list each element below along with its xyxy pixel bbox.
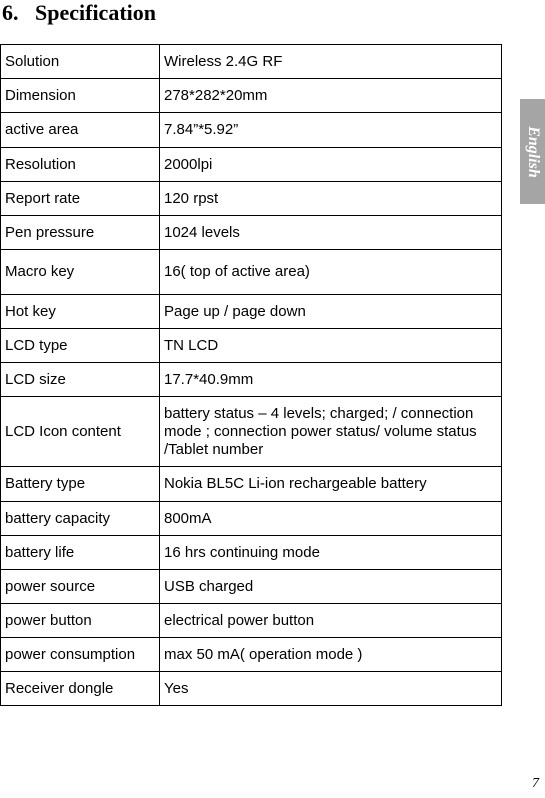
spec-value: 17.7*40.9mm (160, 363, 502, 397)
spec-value: Page up / page down (160, 295, 502, 329)
spec-label: Solution (1, 45, 160, 79)
page-number: 7 (532, 776, 539, 791)
spec-label: battery capacity (1, 502, 160, 536)
spec-row (1, 570, 502, 604)
spec-label: Report rate (1, 182, 160, 216)
spec-label: power consumption (1, 638, 160, 672)
section-title: Specification (35, 0, 156, 25)
spec-value: 16( top of active area) (160, 250, 502, 295)
spec-row (1, 148, 502, 182)
spec-row (1, 250, 502, 295)
spec-value: 7.84”*5.92” (160, 113, 502, 148)
spec-row (1, 329, 502, 363)
spec-label: power source (1, 570, 160, 604)
spec-row (1, 79, 502, 113)
spec-table (0, 44, 502, 706)
spec-value: TN LCD (160, 329, 502, 363)
spec-label: power button (1, 604, 160, 638)
spec-label: Resolution (1, 148, 160, 182)
spec-value: Yes (160, 672, 502, 706)
language-side-tab (520, 99, 545, 204)
spec-value: max 50 mA( operation mode ) (160, 638, 502, 672)
spec-row (1, 397, 502, 467)
side-tab-label: English (524, 125, 542, 178)
spec-value: 16 hrs continuing mode (160, 536, 502, 570)
spec-label: LCD type (1, 329, 160, 363)
spec-value: 2000lpi (160, 148, 502, 182)
spec-label: Macro key (1, 250, 160, 295)
spec-label: Dimension (1, 79, 160, 113)
spec-label: active area (1, 113, 160, 148)
spec-row (1, 467, 502, 502)
spec-row (1, 216, 502, 250)
spec-value: Nokia BL5C Li-ion rechargeable battery (160, 467, 502, 502)
spec-label: Receiver dongle (1, 672, 160, 706)
spec-value: Wireless 2.4G RF (160, 45, 502, 79)
spec-value: electrical power button (160, 604, 502, 638)
section-heading (2, 0, 156, 26)
spec-value: 1024 levels (160, 216, 502, 250)
spec-value: 278*282*20mm (160, 79, 502, 113)
spec-label: LCD Icon content (1, 397, 160, 467)
spec-value: battery status – 4 levels; charged; / connection mode ; connection power status/ volume status /Tablet number (160, 397, 502, 467)
spec-label: LCD size (1, 363, 160, 397)
spec-row (1, 113, 502, 148)
spec-row (1, 638, 502, 672)
spec-label: Battery type (1, 467, 160, 502)
spec-row (1, 502, 502, 536)
spec-label: battery life (1, 536, 160, 570)
spec-label: Hot key (1, 295, 160, 329)
section-number: 6. (2, 0, 19, 25)
spec-label: Pen pressure (1, 216, 160, 250)
spec-row (1, 672, 502, 706)
spec-value: 120 rpst (160, 182, 502, 216)
spec-row (1, 363, 502, 397)
spec-row (1, 536, 502, 570)
spec-row (1, 604, 502, 638)
spec-value: 800mA (160, 502, 502, 536)
spec-value: USB charged (160, 570, 502, 604)
spec-row (1, 45, 502, 79)
spec-row (1, 182, 502, 216)
spec-row (1, 295, 502, 329)
